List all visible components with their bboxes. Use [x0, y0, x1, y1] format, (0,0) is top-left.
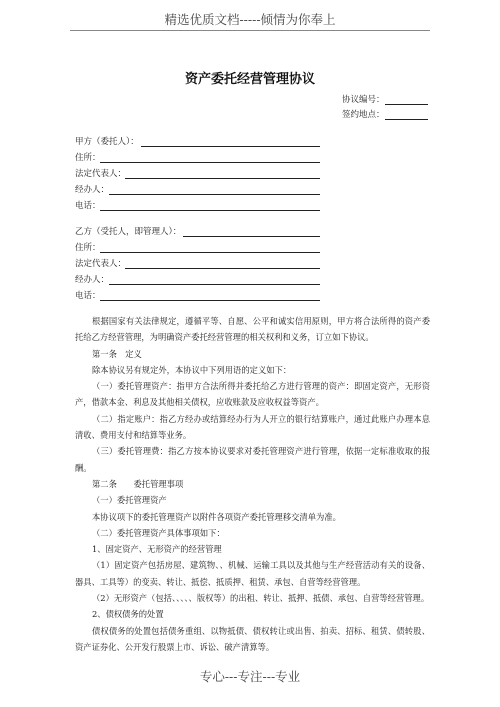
agreement-number-label: 协议编号：: [342, 95, 385, 105]
body-paragraph: 2、债权债务的处置: [92, 609, 164, 620]
party-a-address-blank: [100, 162, 320, 163]
body-paragraph: （1）固定资产包括房屋、建筑物、、机械、运输工具以及其他与生产经营活动有关的设备、器具、工具等）的变卖、转让、抵偿、抵质押、租赁、承包、自营等经营管理。: [75, 560, 430, 587]
body-paragraph: （一）委托管理资产: [92, 495, 167, 506]
party-b-legal-rep-label: 法定代表人：: [75, 259, 127, 269]
party-a-phone-blank: [100, 210, 320, 211]
party-b-phone-field: [75, 291, 320, 302]
party-a-heading: 甲方（委托人）：: [75, 137, 139, 147]
party-a-handler-field: [75, 185, 320, 196]
sign-place-field: [342, 108, 428, 120]
body-paragraph: （一）委托管理资产：指甲方合法所得并委托给乙方进行管理的资产：即固定资产，无形资产，借款本金、利息及其他相关债权，应收账款及应收权益等资产。: [75, 381, 430, 408]
body-paragraph: 本协议项下的委托管理资产以附件各项资产委托管理移交清单为准。: [92, 511, 341, 522]
body-paragraph: （二）委托管理资产具体事项如下：: [92, 527, 225, 538]
party-b-handler-field: [75, 275, 320, 286]
party-b-phone-label: 电话：: [75, 291, 101, 301]
agreement-body: [75, 313, 430, 655]
sign-place-blank: [385, 110, 428, 120]
party-a-address-field: [75, 153, 320, 164]
agreement-number-blank: [385, 95, 428, 105]
body-paragraph: 债权债务的处置包括债务重组、以物抵债、债权转让或出售、拍卖、招标、租赁、债转股、资产证券化、公开发行股票上市、诉讼、破产清算等。: [75, 625, 430, 652]
party-b-address-blank: [100, 252, 320, 253]
party-a-phone-field: [75, 201, 320, 212]
body-paragraph: （三）委托管理费：指乙方按本协议要求对委托管理资产进行管理，依据一定标准收取的报酬。: [75, 446, 430, 473]
party-b-heading-field: [75, 227, 320, 238]
party-a-handler-blank: [109, 194, 320, 195]
party-b-legal-rep-blank: [125, 268, 320, 269]
agreement-number-field: [342, 93, 428, 105]
body-paragraph: （二）指定账户：指乙方经办或结算经办行为人开立的银行结算账户，通过此账户办理本息清收、费用支付和结算等业务。: [75, 413, 430, 441]
page-footer: 专心---专注---专业: [199, 669, 301, 684]
party-b-heading-blank: [183, 236, 320, 237]
party-b-handler-label: 经办人：: [75, 275, 110, 285]
article-heading: 第一条 定义: [92, 348, 142, 359]
party-a-legal-rep-field: [75, 169, 320, 180]
party-b-address-label: 住所：: [75, 243, 101, 253]
party-a-phone-label: 电话：: [75, 201, 101, 211]
article-heading: 第二条 委托管理事项: [92, 478, 184, 489]
sign-place-label: 签约地点：: [342, 110, 385, 120]
party-a-heading-field: [75, 137, 320, 148]
page-header: 精选优质文档-----倾情为你奉上: [164, 12, 336, 27]
party-a-address-label: 住所：: [75, 153, 101, 163]
header-divider: [70, 30, 430, 31]
party-b-address-field: [75, 243, 320, 254]
body-paragraph: （2）无形资产（包括、、、、、版权等）的出租、转让、抵押、抵债、承包、自营等经营管理。: [92, 593, 430, 604]
party-a-heading-blank: [141, 146, 320, 147]
party-a-legal-rep-label: 法定代表人：: [75, 169, 127, 179]
party-b-legal-rep-field: [75, 259, 320, 270]
party-a-legal-rep-blank: [125, 178, 320, 179]
body-paragraph: 根据国家有关法律规定，遵循平等、自愿、公平和诚实信用原则，甲方将合法所得的资产委托给乙方经营管理，为明确资产委托经营管理的相关权利和义务，订立如下协议。: [75, 316, 430, 343]
party-b-heading: 乙方（受托人，即管理人）：: [75, 227, 182, 237]
party-a-handler-label: 经办人：: [75, 185, 110, 195]
party-b-phone-blank: [100, 300, 320, 301]
body-paragraph: 除本协议另有规定外，本协议中下列用语的定义如下：: [92, 364, 292, 375]
document-title: 资产委托经营管理协议: [184, 72, 315, 87]
party-b-handler-blank: [109, 284, 320, 285]
body-paragraph: 1、固定资产、无形资产的经营管理: [92, 544, 222, 555]
